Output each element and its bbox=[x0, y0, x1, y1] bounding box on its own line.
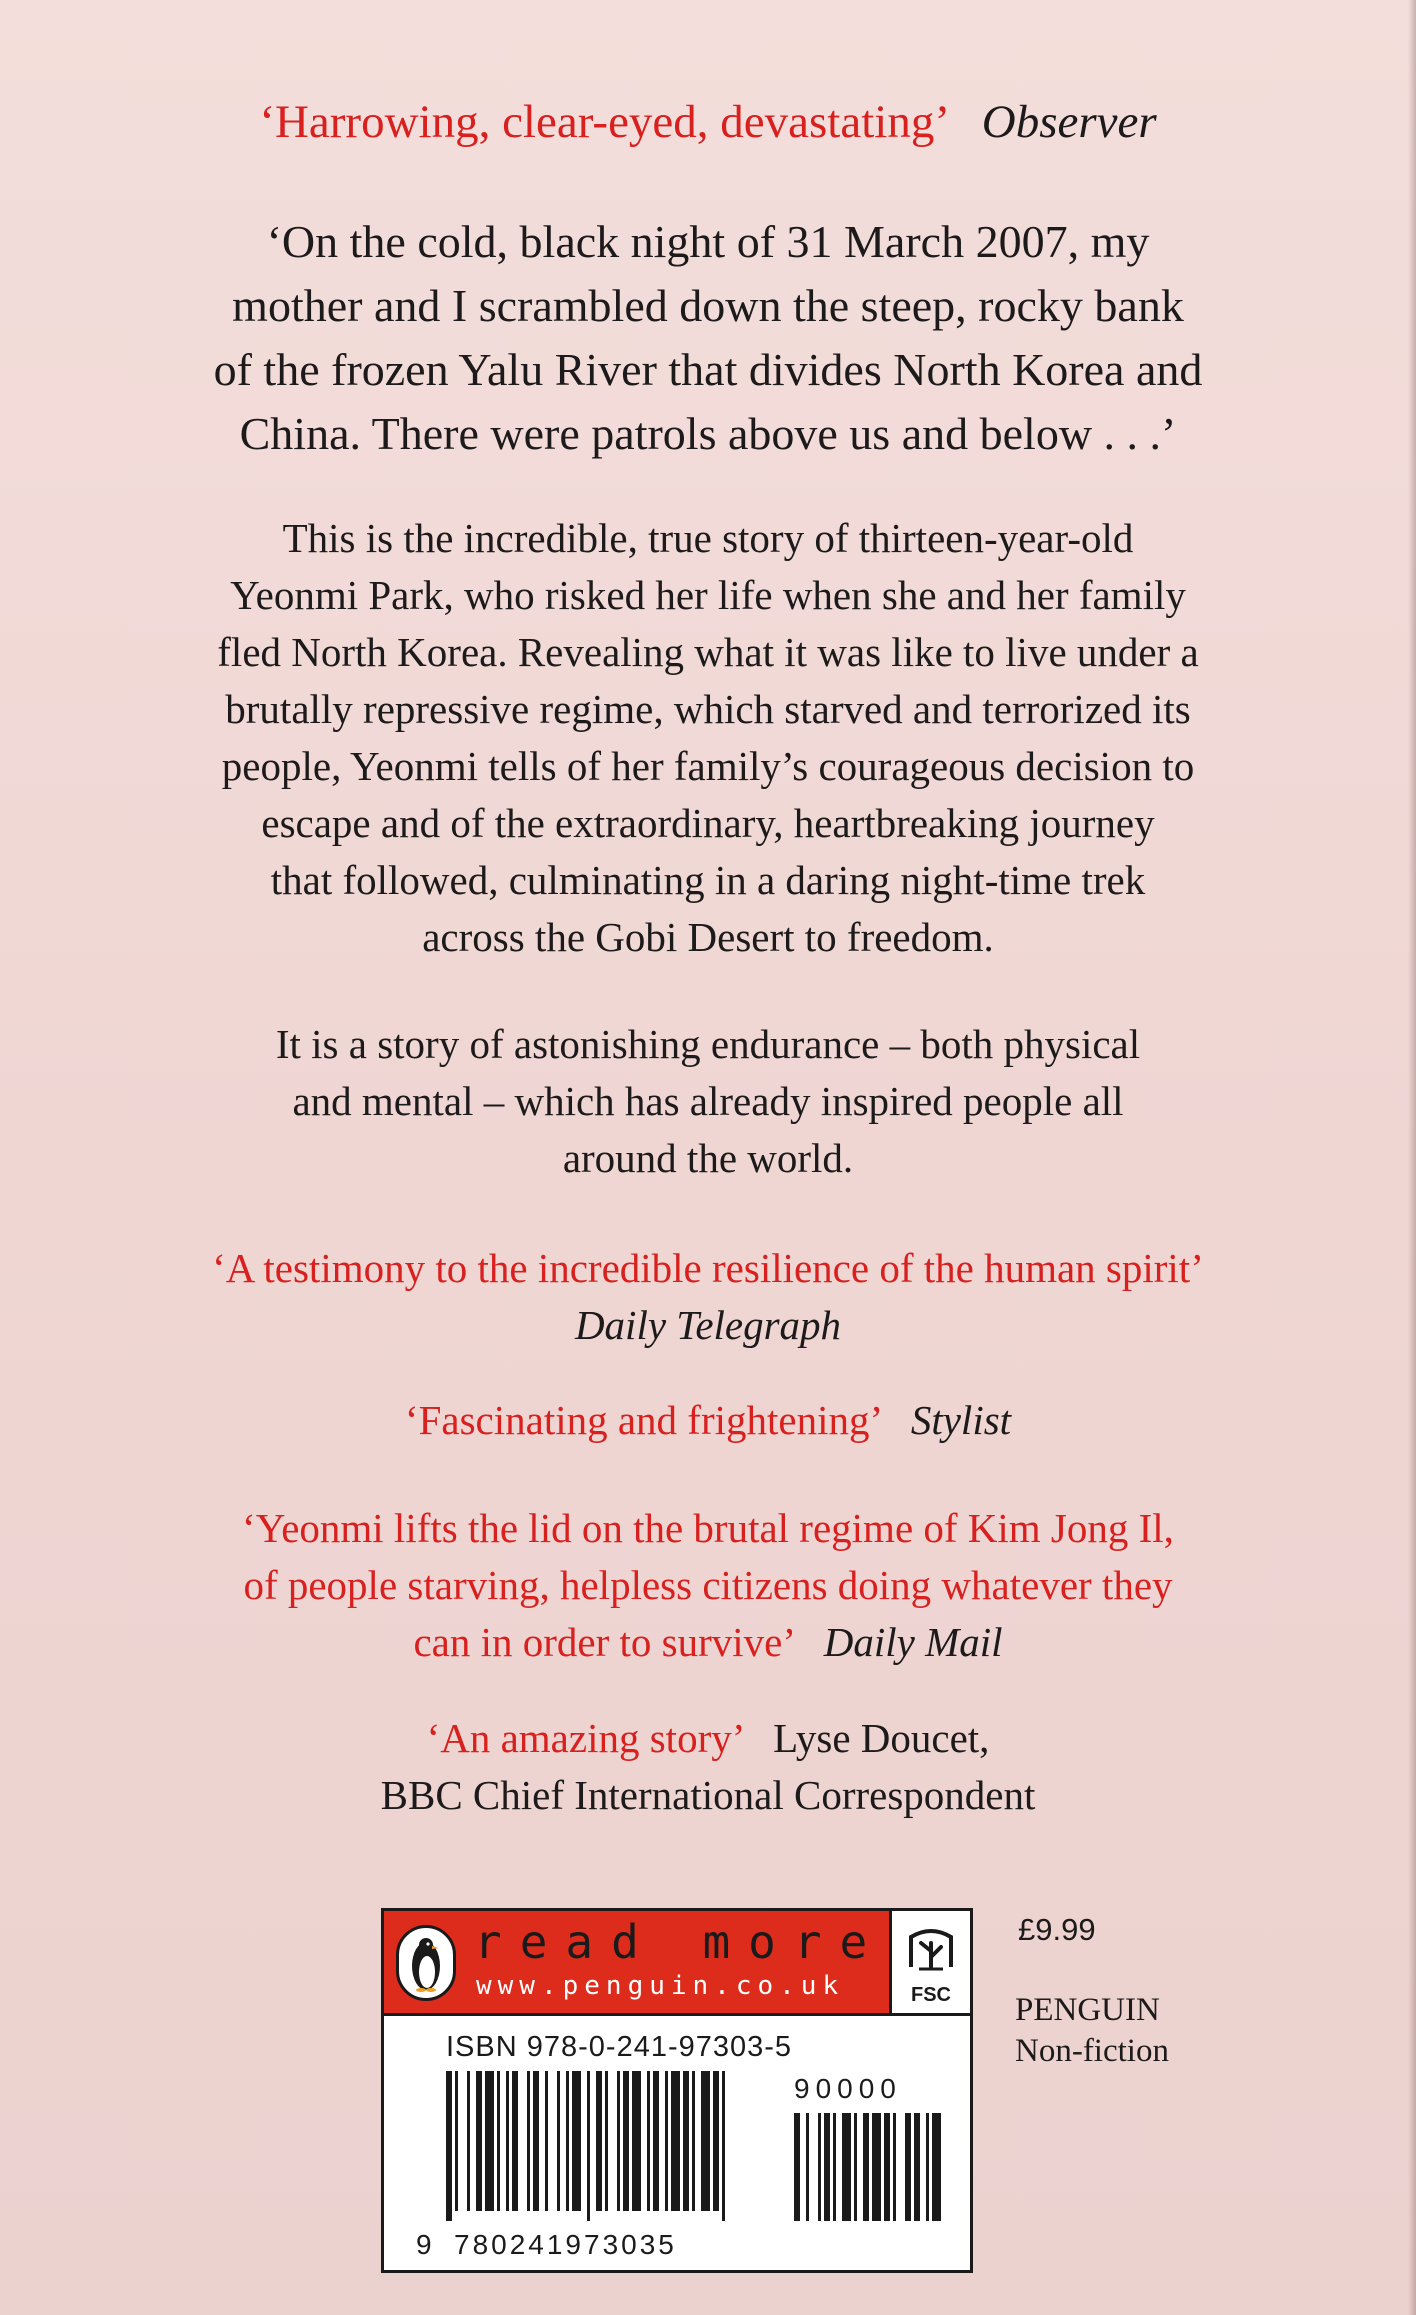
paragraph-line: around the world. bbox=[562, 1135, 854, 1181]
barcode-addon-bar bbox=[905, 2113, 911, 2221]
quote-stylist-source: Stylist bbox=[910, 1397, 1012, 1443]
barcode-bar bbox=[701, 2071, 710, 2211]
barcode-bar bbox=[683, 2071, 689, 2211]
quote-mail-last-line: can in order to survive’ bbox=[413, 1619, 793, 1665]
barcode-bar bbox=[671, 2071, 680, 2211]
quote-mail-line: ‘Yeonmi lifts the lid on the brutal regime of Kim Jong Il, bbox=[242, 1505, 1174, 1551]
book-category: Non-fiction bbox=[1015, 2033, 1169, 2069]
barcode-addon-bar bbox=[806, 2113, 809, 2221]
barcode-addon-bar bbox=[833, 2113, 836, 2221]
barcode-addon-bar bbox=[842, 2113, 851, 2221]
blurb-line: This is the incredible, true story of thirteen-year-old bbox=[282, 515, 1134, 561]
blurb-line: Yeonmi Park, who risked her life when she and her family bbox=[230, 572, 1186, 618]
blurb-line: that followed, culminating in a daring night-time trek bbox=[270, 857, 1146, 903]
barcode-bar bbox=[596, 2071, 602, 2211]
barcode-bar bbox=[617, 2071, 620, 2211]
barcode-bar bbox=[512, 2071, 518, 2211]
barcode-bar bbox=[605, 2071, 608, 2211]
price: £9.99 bbox=[1018, 1912, 1096, 1947]
blurb-line: people, Yeonmi tells of her family’s courageous decision to bbox=[221, 743, 1195, 789]
quote-stylist-text: ‘Fascinating and frightening’ bbox=[404, 1397, 881, 1443]
quote-bbc bbox=[0, 1710, 1416, 1824]
blurb-line: fled North Korea. Revealing what it was like to live under a bbox=[217, 629, 1199, 675]
barcode-bar bbox=[713, 2071, 719, 2211]
paragraph-line: and mental – which has already inspired people all bbox=[292, 1078, 1124, 1124]
barcode-bar bbox=[722, 2071, 725, 2221]
fsc-label: FSC bbox=[911, 1984, 951, 2006]
quote-daily-mail bbox=[0, 1500, 1416, 1671]
penguin-logo-icon bbox=[396, 1925, 456, 2001]
barcode-panel bbox=[381, 1908, 973, 2273]
barcode-addon-bar bbox=[914, 2113, 920, 2221]
barcode-addon-digits: 90000 bbox=[794, 2073, 902, 2104]
barcode-addon-bar bbox=[854, 2113, 857, 2221]
barcode-bar bbox=[476, 2071, 482, 2211]
quote-observer-source: Observer bbox=[981, 96, 1157, 148]
blurb bbox=[0, 510, 1416, 966]
barcode-bar bbox=[692, 2071, 695, 2211]
paragraph-line: It is a story of astonishing endurance – both physical bbox=[275, 1021, 1141, 1067]
barcode-bar bbox=[572, 2071, 581, 2211]
excerpt-line: mother and I scrambled down the steep, rocky bank bbox=[232, 280, 1184, 331]
barcode-addon-bar bbox=[794, 2113, 800, 2221]
barcode-bar bbox=[623, 2071, 629, 2211]
quote-bbc-attribution-title: BBC Chief International Correspondent bbox=[380, 1772, 1036, 1818]
barcode-addon-bar bbox=[818, 2113, 821, 2221]
blurb-line: brutally repressive regime, which starved and terrorized its bbox=[225, 686, 1191, 732]
quote-telegraph-source: Daily Telegraph bbox=[574, 1302, 842, 1348]
barcode-addon-bar bbox=[932, 2113, 941, 2221]
barcode-bar bbox=[527, 2071, 530, 2211]
blurb-line: across the Gobi Desert to freedom. bbox=[422, 914, 994, 960]
barcode-addon-bar bbox=[926, 2113, 929, 2221]
barcode-bar bbox=[455, 2071, 458, 2211]
barcode-bar bbox=[533, 2071, 539, 2211]
barcode-bar bbox=[485, 2071, 494, 2211]
read-more-banner[interactable] bbox=[384, 1911, 892, 2016]
barcode-bar bbox=[446, 2071, 452, 2221]
barcode-addon-bar bbox=[824, 2113, 830, 2221]
barcode-bar bbox=[506, 2071, 509, 2211]
quote-bbc-attribution: Lyse Doucet, bbox=[773, 1715, 990, 1761]
isbn-text: ISBN 978-0-241-97303-5 bbox=[446, 2031, 793, 2063]
barcode-addon-bar bbox=[884, 2113, 890, 2221]
excerpt-line: ‘On the cold, black night of 31 March 2007, my bbox=[266, 216, 1150, 267]
fsc-tree-icon bbox=[901, 1917, 961, 1977]
paragraph-endurance bbox=[0, 1016, 1416, 1187]
barcode-addon-bar bbox=[872, 2113, 881, 2221]
publisher-name: PENGUIN bbox=[1015, 1992, 1160, 2028]
quote-observer bbox=[0, 92, 1416, 152]
barcode-bar bbox=[566, 2071, 569, 2211]
excerpt bbox=[0, 210, 1416, 466]
barcode-bar bbox=[632, 2071, 641, 2211]
barcode-bar bbox=[653, 2071, 659, 2211]
quote-bbc-text: ‘An amazing story’ bbox=[426, 1715, 743, 1761]
excerpt-line: China. There were patrols above us and below . . .’ bbox=[239, 408, 1177, 459]
barcode-bar bbox=[557, 2071, 560, 2211]
barcode-prefix-digit: 9 bbox=[416, 2229, 432, 2260]
barcode-bar bbox=[497, 2071, 500, 2211]
barcode-bar bbox=[647, 2071, 650, 2211]
quote-mail-line: of people starving, helpless citizens doing whatever they bbox=[243, 1562, 1173, 1608]
quote-telegraph-text: ‘A testimony to the incredible resilience of the human spirit’ bbox=[212, 1245, 1204, 1291]
read-more-label: read more bbox=[474, 1915, 886, 1969]
excerpt-line: of the frozen Yalu River that divides North Korea and bbox=[213, 344, 1203, 395]
quote-telegraph bbox=[0, 1240, 1416, 1354]
barcode-bar bbox=[545, 2071, 548, 2211]
barcode-bar bbox=[665, 2071, 668, 2211]
read-more-url[interactable]: www.penguin.co.uk bbox=[476, 1971, 845, 2001]
quote-observer-text: ‘Harrowing, clear-eyed, devastating’ bbox=[259, 96, 947, 148]
barcode-addon-bar bbox=[863, 2113, 869, 2221]
blurb-line: escape and of the extraordinary, heartbreaking journey bbox=[261, 800, 1155, 846]
barcode-bar bbox=[467, 2071, 470, 2211]
barcode-digits: 780241973035 bbox=[450, 2229, 681, 2261]
quote-stylist bbox=[0, 1392, 1416, 1449]
barcode-addon-bar bbox=[893, 2113, 896, 2221]
fsc-logo bbox=[892, 1911, 970, 2016]
quote-mail-source: Daily Mail bbox=[823, 1619, 1003, 1665]
barcode-bar bbox=[587, 2071, 590, 2221]
publisher-info bbox=[1015, 1990, 1169, 2072]
